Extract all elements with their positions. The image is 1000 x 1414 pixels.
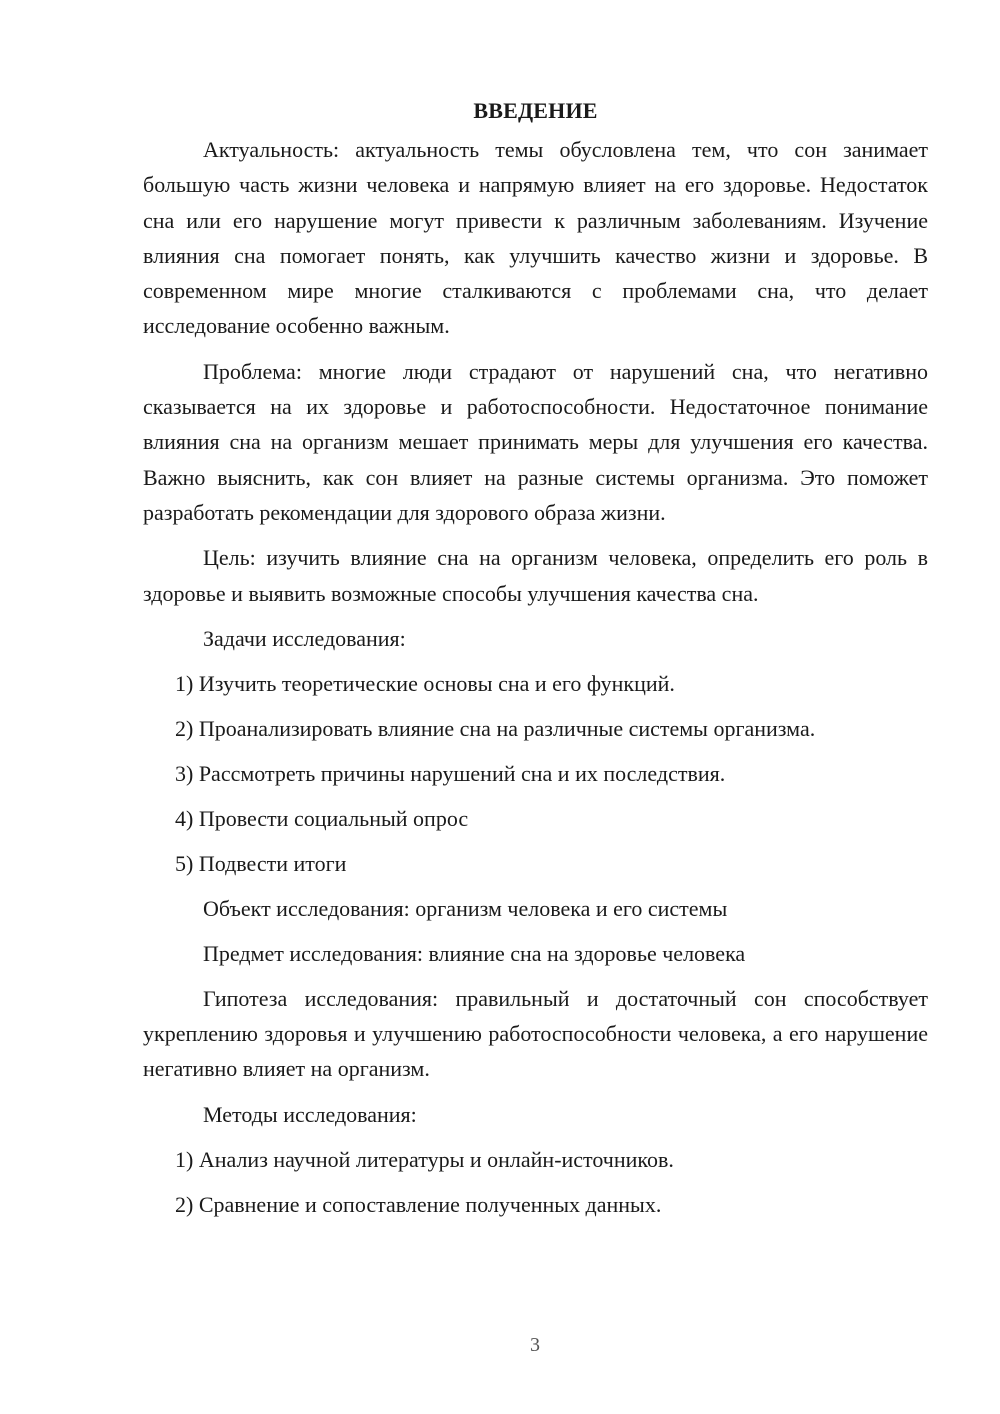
- document-page: [143, 96, 928, 1232]
- relevance-paragraph: Актуальность: актуальность темы обусловлена тем, что сон занимает большую часть жизни человека и напрямую влияет на его здоровье. Недостаток сна или его нарушение могут привести к различным заболеваниям. Изучение влияния сна помогает понять, как улучшить качество жизни и здоровье. В современном мире многие сталкиваются с проблемами сна, что делает исследование особенно важным.: [143, 137, 928, 339]
- task-item: 5) Подвести итоги: [175, 850, 347, 876]
- goal-paragraph: Цель: изучить влияние сна на организм человека, определить его роль в здоровье и выявить возможные способы улучшения качества сна.: [143, 545, 928, 606]
- hypothesis-paragraph: Гипотеза исследования: правильный и достаточный сон способствует укреплению здоровья и улучшению работоспособности человека, а его нарушение негативно влияет на организм.: [143, 985, 928, 1082]
- method-item: 1) Анализ научной литературы и онлайн-источников.: [175, 1146, 674, 1172]
- research-object: Объект исследования: организм человека и его системы: [203, 895, 728, 921]
- task-item: 2) Проанализировать влияние сна на различные системы организма.: [175, 715, 816, 741]
- task-item: 4) Провести социальный опрос: [175, 805, 469, 831]
- section-heading: ВВЕДЕНИЕ: [473, 98, 598, 123]
- task-item: 1) Изучить теоретические основы сна и его функций.: [175, 670, 675, 696]
- task-item: 3) Рассмотреть причины нарушений сна и их последствия.: [175, 760, 726, 786]
- method-item: 2) Сравнение и сопоставление полученных данных.: [175, 1191, 662, 1217]
- page-number: 3: [530, 1334, 540, 1356]
- tasks-title: Задачи исследования:: [203, 625, 406, 651]
- research-subject: Предмет исследования: влияние сна на здоровье человека: [203, 940, 746, 966]
- methods-title: Методы исследования:: [203, 1101, 417, 1127]
- problem-paragraph: Проблема: многие люди страдают от нарушений сна, что негативно сказывается на их здоровье и работоспособности. Недостаточное понимание влияния сна на организм мешает принимать меры для улучшения его качества. Важно выяснить, как сон влияет на разные системы организма. Это поможет разработать рекомендации для здорового образа жизни.: [143, 358, 928, 525]
